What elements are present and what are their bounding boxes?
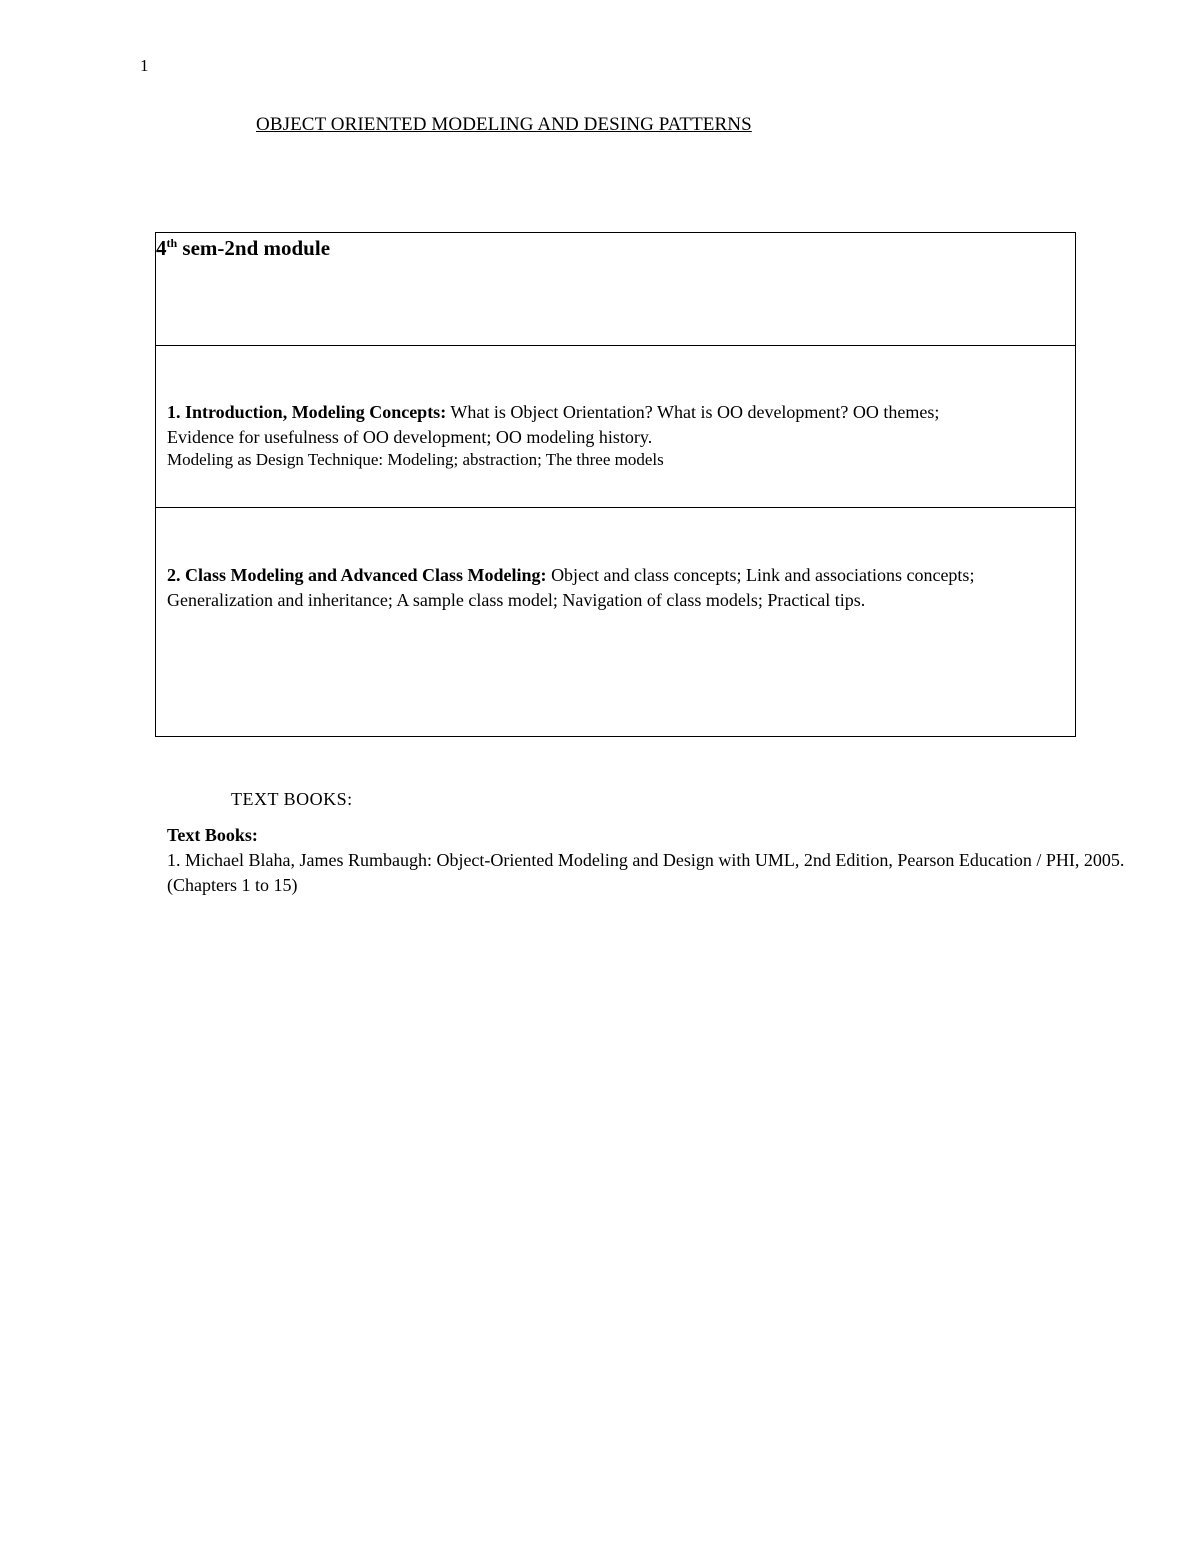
semester-ordinal-suffix: th (166, 236, 178, 250)
textbooks-sub-heading: Text Books: (167, 825, 258, 845)
table-row-module-2 (156, 508, 1076, 737)
semester-module-label: sem-2nd module (177, 236, 331, 260)
semester-number: 4 (156, 236, 167, 260)
semester-heading (156, 236, 1075, 261)
module-1-topics: What is Object Orientation? What is OO development? OO themes; (446, 402, 940, 422)
textbook-item: 1. Michael Blaha, James Rumbaugh: Object-Oriented Modeling and Design with UML, 2nd Edition, Pearson Education / PHI, 2005. (Chapters 1 to 15) (167, 850, 1125, 895)
table-row-module-1 (156, 346, 1076, 508)
module-2-heading: 2. Class Modeling and Advanced Class Modeling: (167, 565, 547, 585)
module-1-cell (156, 346, 1076, 508)
module-2-topics: Object and class concepts; Link and associations concepts; Generalization and inheritance; A sample class model; Navigation of class models; Practical tips. (167, 565, 975, 610)
module-2-cell (156, 508, 1076, 737)
module-1-line-3: Modeling as Design Technique: Modeling; abstraction; The three models (167, 450, 664, 469)
module-1-content (167, 346, 1055, 470)
module-1-line-2: Evidence for usefulness of OO development; OO modeling history. (167, 427, 653, 447)
textbooks-heading: TEXT BOOKS: (231, 789, 353, 809)
module-1-heading: 1. Introduction, Modeling Concepts: (167, 402, 447, 422)
syllabus-table (155, 232, 1076, 737)
document-title: OBJECT ORIENTED MODELING AND DESING PATTERNS (256, 114, 752, 135)
module-2-content (167, 508, 1055, 613)
semester-cell (156, 233, 1076, 346)
module-1-line-1 (167, 400, 1055, 425)
textbooks-section (167, 823, 1127, 898)
page-number: 1 (140, 56, 149, 75)
table-row-header (156, 233, 1076, 346)
